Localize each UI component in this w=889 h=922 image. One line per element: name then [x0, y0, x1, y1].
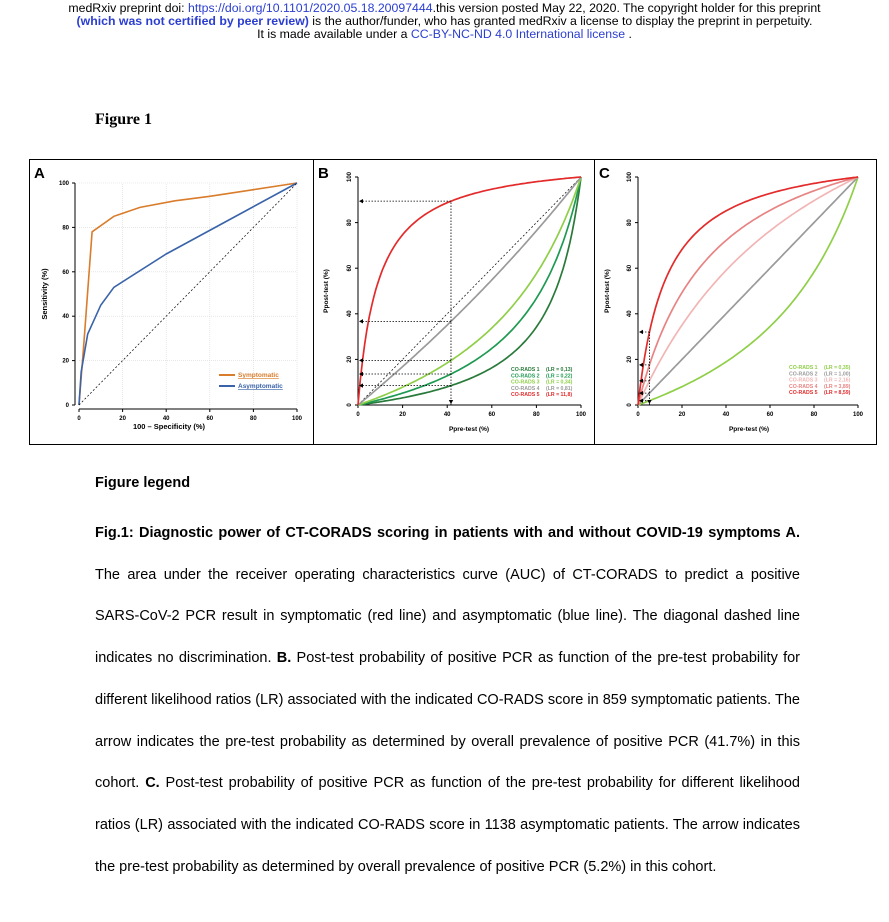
legend-text-c: Post-test probability of positive PCR as function of the pre-test probability for different likelihood ratios (LR) associated with the indicated CO-RADS score in 1138 asymptomatic patients. The arrow indicates the pre-test probability as determined by overall prevalence of positive PCR (5.2%) in this cohort.: [95, 775, 800, 875]
header-prefix: medRxiv preprint doi:: [68, 1, 188, 15]
panel-b-y-tick-label: 20: [347, 356, 353, 363]
panel-c-legend-lr: (LR = 3,89): [824, 383, 851, 390]
header-available-text: It is made available under a: [257, 27, 411, 41]
panel-b-x-tick-label: 0: [356, 412, 360, 418]
panel-b-x-tick-label: 40: [443, 412, 451, 418]
panel-b-y-tick-label: 80: [347, 219, 353, 226]
panel-c-y-tick-label: 60: [627, 264, 633, 272]
panel-c-y-tick-label: 0: [627, 403, 633, 407]
legend-label-b: B.: [271, 650, 292, 667]
legend-text-b: Post-test probability of positive PCR as function of the pre-test probability for different likelihood ratios (LR) associated with the indicated CO-RADS score in 859 symptomatic patients. The arrow indicates the pre-test probability as determined by overall prevalence of positive PCR (41.7%) in this cohort.: [95, 650, 801, 792]
panel-a-legend-label: Symptomatic: [238, 372, 279, 379]
panel-a-x-tick-label: 80: [250, 416, 257, 422]
panel-label-b: B: [318, 165, 329, 182]
panel-c-y-tick-label: 80: [627, 219, 633, 226]
panel-b-x-tick-label: 20: [399, 412, 406, 418]
panel-c-x-label: Ppre-test (%): [728, 426, 770, 433]
doi-link[interactable]: https://doi.org/10.1101/2020.05.18.20097444: [188, 1, 433, 15]
panel-b-x-tick-label: 60: [488, 412, 496, 418]
panel-b-legend-name: CO-RADS 1: [511, 367, 540, 373]
panel-b-legend-lr: (LR = 0,13): [546, 367, 573, 373]
panel-b-x-tick-label: 80: [533, 412, 540, 418]
panel-a-x-tick-label: 40: [162, 416, 170, 422]
panel-a-y-tick-label: 60: [62, 269, 69, 276]
panel-a-legend-label: Asymptomatic: [238, 383, 283, 390]
panel-b-legend-name: CO-RADS 2: [511, 373, 540, 380]
figure-border: [30, 160, 877, 445]
panel-a-y-label: Sensitivity (%): [40, 268, 49, 320]
panel-b-y-label: Ppost-test (%): [323, 269, 330, 313]
panel-a-x-tick-label: 100: [291, 416, 303, 422]
panel-b-legend-lr: (LR = 11,8): [546, 392, 573, 399]
panel-b-x-label: Ppre-test (%): [448, 426, 490, 433]
panel-c-legend-name: CO-RADS 3: [789, 377, 818, 384]
panel-c-legend-lr: (LR = 8,59): [824, 390, 851, 397]
header-line-3: [0, 28, 889, 41]
panel-b-legend-lr: (LR = 0,81): [546, 385, 573, 392]
panel-a-y-tick-label: 80: [62, 225, 69, 232]
panel-c-x-tick-label: 20: [678, 412, 686, 418]
panel-c-legend-lr: (LR = 2,16): [824, 377, 851, 384]
legend-body: [95, 513, 800, 888]
panel-b-y-tick-label: 100: [347, 171, 353, 183]
panel-a-y-tick-label: 40: [62, 314, 69, 321]
panel-c-y-label: Ppost-test (%): [604, 269, 611, 313]
panel-c-legend-name: CO-RADS 4: [789, 383, 818, 390]
panel-b-legend-name: CO-RADS 4: [511, 385, 540, 392]
panel-a-x-tick-label: 60: [206, 416, 214, 422]
legend-label-c: C.: [139, 775, 160, 792]
panel-c-x-tick-label: 0: [636, 412, 640, 418]
panel-c-x-tick-label: 40: [722, 412, 730, 418]
panel-b-x-tick-label: 100: [575, 412, 587, 418]
panel-c-legend-name: CO-RADS 1: [789, 365, 818, 371]
figure-1-svg: [29, 159, 877, 445]
panel-label-a: A: [34, 165, 45, 182]
legend-text-a: The area under the receiver operating characteristics curve (AUC) of CT-CORADS to predict a positive SARS-CoV-2 PCR result in symptomatic (red line) and asymptomatic (blue line). The diagonal dashed line indicates no discrimination.: [95, 566, 800, 667]
peer-review-note: (which was not certified by peer review): [76, 14, 309, 28]
license-link[interactable]: CC-BY-NC-ND 4.0 International license: [410, 27, 626, 41]
panel-c-y-tick-label: 40: [627, 310, 633, 318]
panel-c-x-tick-label: 80: [810, 412, 818, 418]
panel-a-x-label: 100 – Specificity (%): [132, 422, 206, 431]
panel-a-y-tick-label: 0: [65, 403, 69, 409]
legend-fig-label: Fig.1: Diagnostic power of CT-CORADS scoring in patients with and without COVID-19 symptoms A.: [95, 525, 800, 541]
panel-b-y-tick-label: 60: [347, 264, 353, 272]
panel-c-legend-name: CO-RADS 2: [789, 371, 818, 378]
header-period: .: [625, 27, 632, 41]
panel-b-legend-name: CO-RADS 5: [511, 392, 540, 399]
panel-a-x-tick-label: 0: [77, 416, 81, 422]
panel-label-c: C: [599, 165, 610, 182]
panel-a-y-tick-label: 20: [62, 358, 69, 365]
panel-b-legend-name: CO-RADS 3: [511, 379, 540, 386]
panel-a-x-tick-label: 20: [119, 416, 126, 422]
panel-c-y-tick-label: 20: [627, 356, 633, 363]
panel-b-y-tick-label: 0: [347, 403, 353, 407]
panel-c-x-tick-label: 100: [852, 412, 864, 418]
header-posted-text: .this version posted May 22, 2020. The copyright holder for this preprint: [432, 1, 821, 15]
panel-b-legend-lr: (LR = 0,22): [546, 373, 573, 380]
panel-c-y-tick-label: 100: [627, 171, 633, 183]
panel-c-legend-lr: (LR = 1,00): [824, 371, 851, 378]
panel-b-y-tick-label: 40: [347, 310, 353, 318]
panel-c-legend-name: CO-RADS 5: [789, 390, 818, 397]
legend-heading: Figure legend: [95, 475, 191, 491]
figure-1: [29, 159, 877, 445]
panel-c-x-tick-label: 60: [766, 412, 774, 418]
header-license-text: is the author/funder, who has granted medRxiv a license to display the preprint in perpetuity.: [308, 14, 813, 28]
panel-b-legend-lr: (LR = 0,34): [546, 379, 573, 386]
panel-a-y-tick-label: 100: [58, 181, 69, 187]
figure-title: Figure 1: [95, 111, 153, 128]
panel-c-legend-lr: (LR = 0,35): [824, 365, 851, 371]
